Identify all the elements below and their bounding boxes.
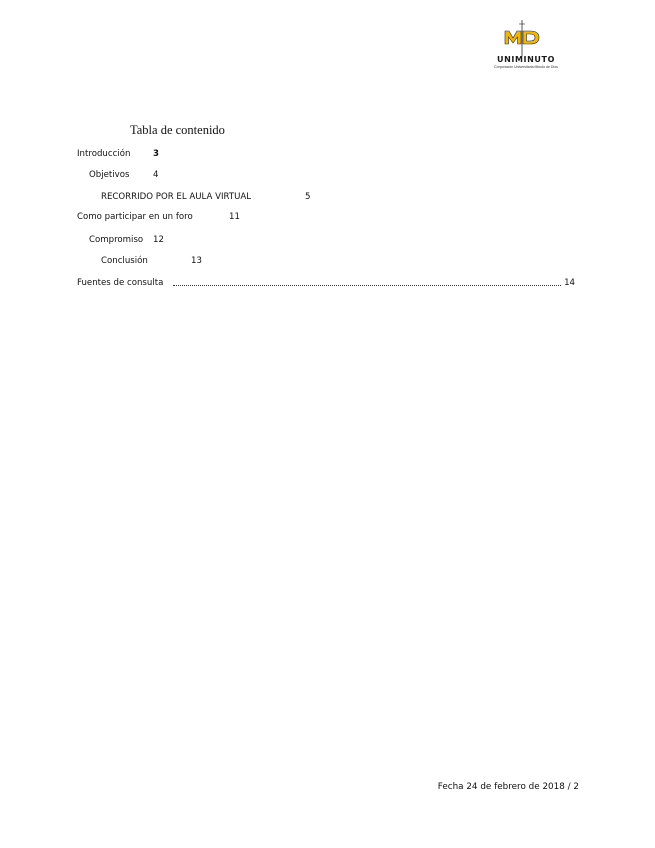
toc-entry-fuentes[interactable] bbox=[77, 277, 575, 289]
toc-entry-conclusion[interactable] bbox=[101, 255, 202, 267]
toc-entry-recorrido[interactable] bbox=[101, 191, 311, 203]
toc-dot-leader bbox=[173, 285, 561, 286]
toc-entry-label: RECORRIDO POR EL AULA VIRTUAL bbox=[101, 192, 252, 202]
toc-entry-page: 12 bbox=[153, 235, 164, 245]
toc-entry-objetivos[interactable] bbox=[89, 169, 159, 181]
uniminuto-logo bbox=[484, 16, 568, 70]
toc-entry-page: 14 bbox=[564, 278, 575, 288]
toc-entry-page: 3 bbox=[153, 149, 159, 159]
toc-entry-foro[interactable] bbox=[77, 211, 240, 223]
toc-entry-label: Como participar en un foro bbox=[77, 212, 193, 222]
toc-entry-label: Compromiso bbox=[89, 235, 144, 245]
toc-entry-compromiso[interactable] bbox=[89, 234, 164, 246]
logo-tagline: Corporación Universitaria Minuto de Dios bbox=[494, 65, 558, 69]
toc-entry-label: Conclusión bbox=[101, 256, 148, 266]
toc-entry-page: 13 bbox=[191, 256, 202, 266]
toc-entry-page: 5 bbox=[305, 192, 311, 202]
toc-entry-label: Fuentes de consulta bbox=[77, 278, 164, 288]
toc-title: Tabla de contenido bbox=[130, 123, 225, 137]
logo-wordmark: UNIMINUTO bbox=[497, 55, 555, 64]
toc-entry-label: Objetivos bbox=[89, 170, 130, 180]
toc-entry-label: Introducción bbox=[77, 149, 131, 159]
page-footer: Fecha 24 de febrero de 2018 / 2 bbox=[437, 782, 579, 792]
md-logo-icon bbox=[502, 20, 542, 56]
toc-entry-page: 4 bbox=[153, 170, 159, 180]
toc-entry-introduccion[interactable] bbox=[77, 148, 159, 160]
toc-entry-page: 11 bbox=[229, 212, 240, 222]
